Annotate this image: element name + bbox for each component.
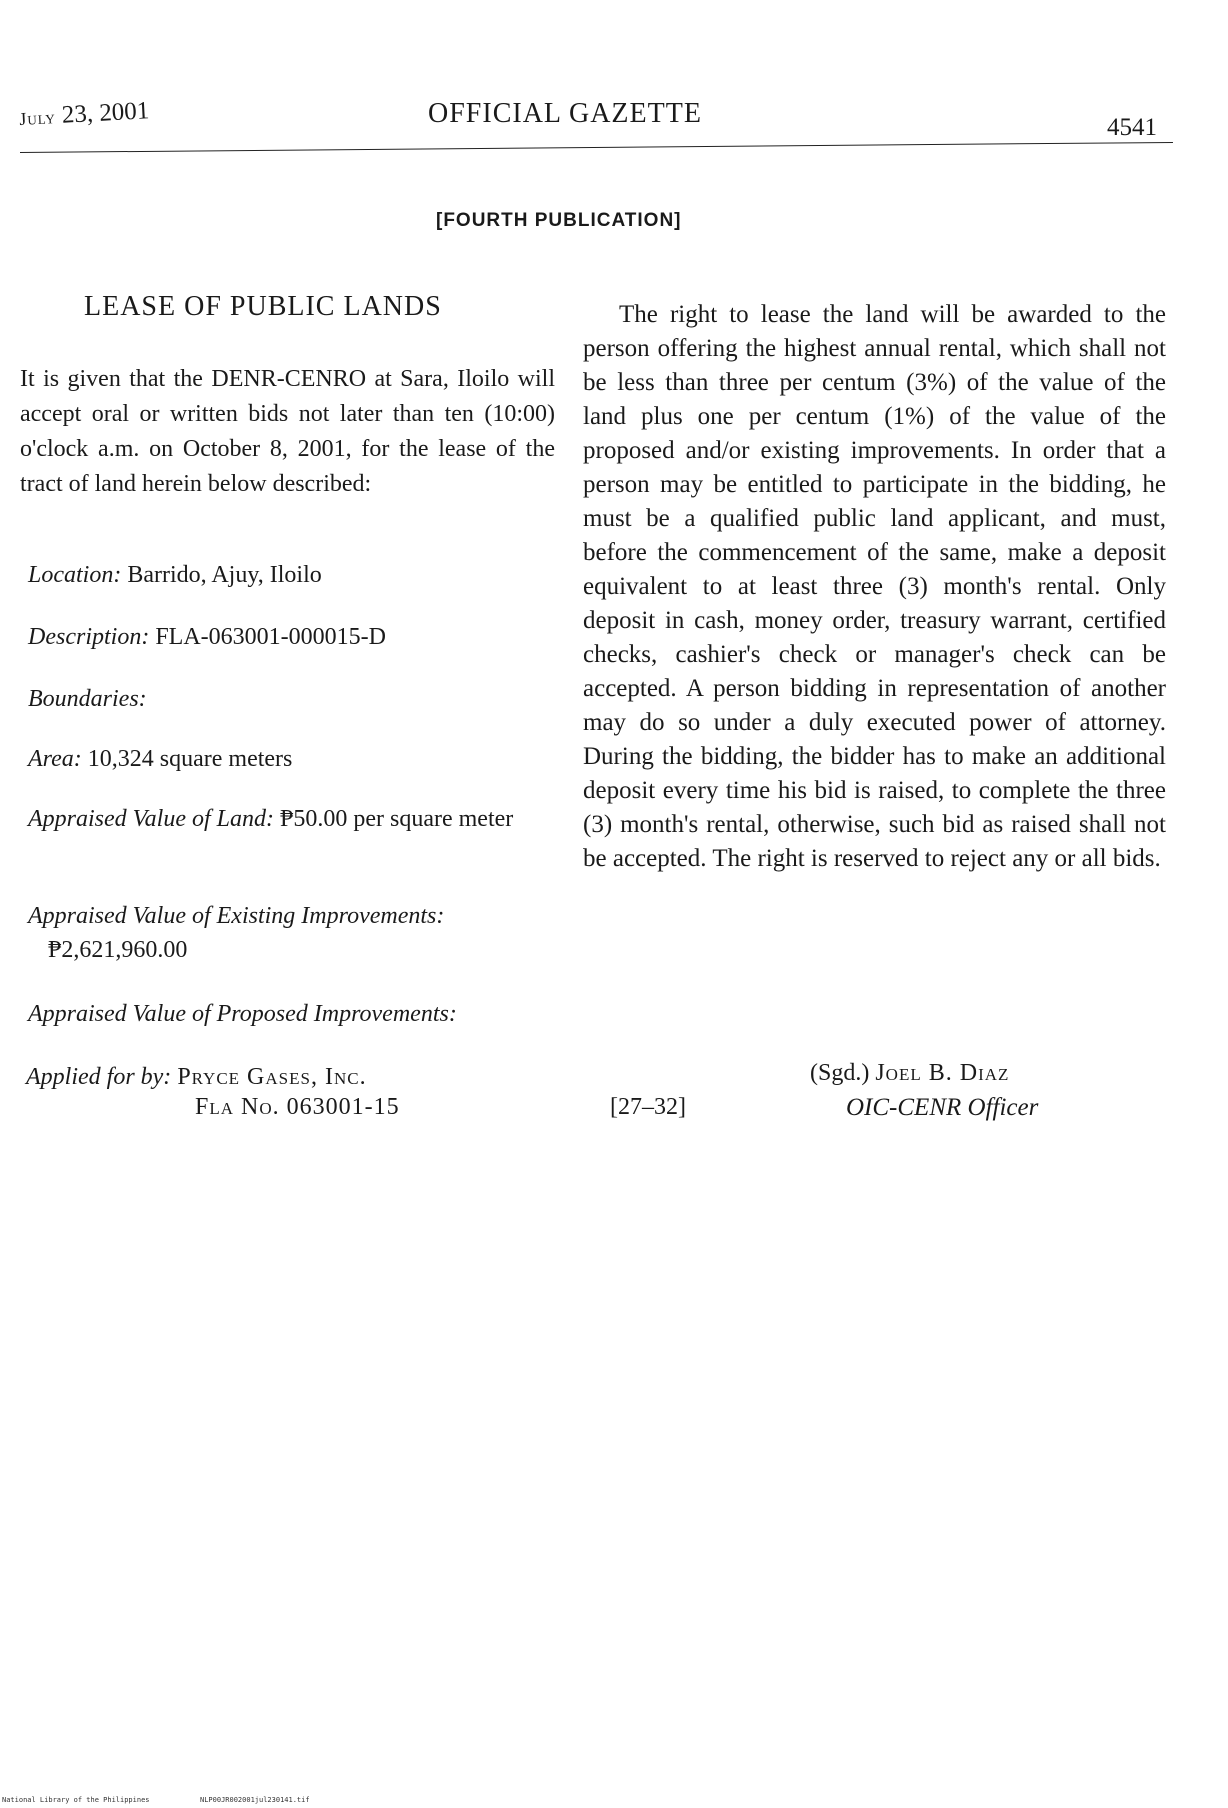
field-proposed-improvements — [28, 997, 558, 1031]
header-date-month: July — [18, 107, 57, 130]
signed-prefix: (Sgd.) — [810, 1060, 876, 1086]
signatory-name: Joel B. Diaz — [875, 1060, 1010, 1086]
reference-number: [27–32] — [610, 1094, 686, 1120]
signature-line — [810, 1060, 1009, 1087]
area-label: Area: — [28, 746, 82, 772]
notice-title: LEASE OF PUBLIC LANDS — [84, 291, 442, 322]
notice-body: The right to lease the land will be awarded to the person offering the highest annual rental, which shall not be less than three per centum (3%) of the value of the land plus one per centum (1%) of the value of the proposed and/or existing improvements. In order that a person may be entitled to participate in the bidding, he must be a qualified public land applicant, and must, before the commencement of the same, make a deposit equivalent to at least three (3) month's rental. Only deposit in cash, money order, treasury warrant, certified checks, cashier's check or manager's check can be accepted. A person bidding in representation of another may do so under a duly executed power of attorney. During the bidding, the bidder has to make an additional deposit every time his bid is raised, to complete the three (3) month's rental, otherwise, such bid as raised shall not be accepted. The right is reserved to reject any or all bids. — [583, 301, 1166, 872]
land-value-label: Appraised Value of Land: — [28, 806, 274, 832]
notice-intro: It is given that the DENR-CENRO at Sara, Iloilo will accept oral or written bids not later than ten (10:00) o'clock a.m. on October 8, 2001, for the lease of the tract of land herein below described: — [20, 366, 555, 497]
header-divider — [20, 142, 1173, 153]
description-label: Description: — [28, 624, 150, 650]
field-description — [28, 620, 558, 654]
fla-number: Fla No. 063001-15 — [195, 1094, 400, 1120]
header-date — [19, 97, 150, 132]
signatory-title: OIC-CENR Officer — [846, 1094, 1039, 1121]
boundaries-label: Boundaries: — [28, 686, 147, 712]
existing-improvements-label: Appraised Value of Existing Improvements: — [28, 903, 445, 929]
field-land-value — [28, 802, 558, 836]
field-area — [28, 742, 558, 776]
area-value: 10,324 square meters — [87, 746, 293, 772]
location-label: Location: — [28, 562, 122, 588]
field-boundaries — [28, 682, 558, 716]
applied-for — [26, 1060, 367, 1094]
footer-file: NLP00JR002001jul230141.tif — [200, 1796, 310, 1804]
land-value: ₱50.00 per square meter — [280, 806, 514, 832]
field-location — [28, 558, 558, 592]
applicant-name: Pryce Gases, Inc. — [177, 1064, 367, 1090]
proposed-improvements-label: Appraised Value of Proposed Improvements: — [28, 1001, 457, 1027]
footer-library: National Library of the Philippines — [2, 1796, 150, 1804]
field-existing-improvements — [28, 899, 558, 967]
applied-for-label: Applied for by: — [26, 1064, 172, 1090]
location-value: Barrido, Ajuy, Iloilo — [127, 562, 322, 588]
description-value: FLA-063001-000015-D — [155, 624, 386, 650]
existing-improvements-value: ₱2,621,960.00 — [48, 937, 188, 963]
header-date-rest: 23, 2001 — [54, 97, 150, 130]
publication-label: [FOURTH PUBLICATION] — [436, 210, 682, 231]
gazette-title: OFFICIAL GAZETTE — [428, 98, 702, 129]
page-number: 4541 — [1107, 114, 1157, 141]
